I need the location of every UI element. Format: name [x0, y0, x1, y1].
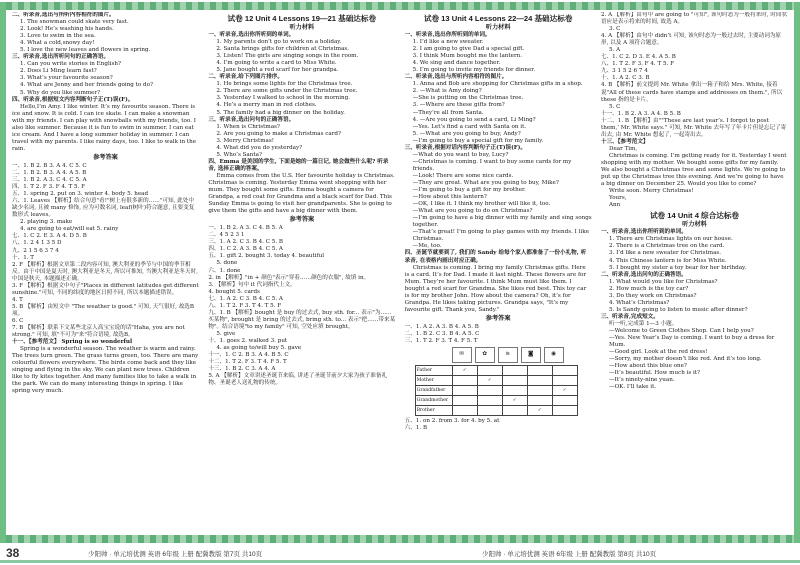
text-line: 2. F 【解析】根据文章第二段内容可知, 澳大利亚的季节与中国的季节相反。由于中国是夏天时, 澳大利亚是冬天, 所以可推知, 当澳大利亚是冬天时, 中国是秋天, 本题描述正确。	[12, 261, 198, 282]
text-line: 5. give	[216, 330, 236, 337]
text-line: 1. Can you write stories in English?	[20, 61, 122, 68]
question-heading: 三、听录音,选出所听问句的正确答语。	[12, 54, 110, 61]
footer-wave	[0, 560, 800, 563]
text-line: 1. I’d like a new sweater.	[412, 39, 484, 46]
text-line: 十、1. goes 2. walked 3. put	[208, 337, 288, 344]
camera-icon: ◉	[544, 347, 564, 363]
text-line: 4. as going to/will buy 5. gave	[216, 345, 302, 352]
toy-car-icon: ◙	[521, 347, 541, 363]
text-line: 4. A 【解析】由句中 didn’t 可知, 该句时态为一般过去时, 主要动词为原形, 以及 A 项符合题意。	[600, 33, 782, 47]
table-row	[415, 396, 577, 406]
text-line: 3. Merry Christmas!	[216, 137, 274, 144]
text-line: 3. 【解析】句中 it 代词指代上文。	[208, 281, 296, 288]
column-2	[208, 12, 395, 532]
text-line: 5. Is Sandy going to listen to music after dinner?	[608, 306, 748, 313]
text-line: 1. The snowman could skate very fast.	[20, 19, 129, 26]
text-line: 八、1. T 2. F 3. F 4. T 5. F	[600, 61, 674, 68]
text-line: —I’m going to buy a special gift for my family.	[412, 137, 544, 144]
text-line: —OK, I like it. I think my brother will like it, too.	[412, 201, 551, 208]
text-line: 4. He’s a merry man in red clothes.	[216, 102, 317, 109]
text-line: 5. Jane bought a red scarf for her grandpa.	[216, 67, 339, 74]
text-line: 4. B 【解析】前文提到 Mr. White 拿出一箱子和给 Mrs. White, 接着说"All of these cards have stamps and addresses on them.", 所以 these 指的是卡片。	[600, 82, 783, 103]
text-line: —How about this blue one?	[608, 363, 687, 370]
text-line: Ann	[608, 202, 621, 209]
question-heading: 十一、【参考范文】 Spring is so wonderful	[12, 339, 133, 346]
text-line: 5. I’m going to invite my friends for dinner.	[412, 67, 536, 74]
column-3	[405, 12, 592, 532]
text-line: 1. My parents don’t go to work on a holiday.	[216, 39, 342, 46]
right-border	[794, 2, 800, 543]
text-line: 3. Do they work on Christmas?	[608, 292, 697, 299]
table-cell	[477, 366, 502, 376]
text-line: 听一听,完成第 1—3 小题。	[608, 320, 678, 327]
gift-table	[405, 347, 592, 416]
test-title: 试卷 13 Unit 4 Lessons 22—24 基础达标卷	[423, 14, 573, 23]
text-line: 十、1. A 2. C 3. B	[600, 75, 650, 82]
text-line: 二、1. B 2. C 3. B 4. A 5. C	[404, 330, 480, 337]
text-line: Yours,	[608, 195, 627, 202]
text-line: —Yes. Let’s find a card with Santa on it.	[412, 123, 527, 130]
text-line: 九、1. B 【解析】bought 是 buy 的过去式, buy sth. for... 表示"为……买某物", brought 是 bring 的过去式, bring sth. to... 表示"把……带来某物"。结合语境"to my family" 可知, 空处应填 brought。	[208, 309, 396, 330]
column-4	[601, 12, 788, 532]
text-line: 5. done	[216, 260, 238, 267]
text-line: 十三、1. B 2. C 3. A 4. A	[208, 366, 276, 373]
gift-pictures	[415, 347, 592, 363]
text-line: 3. F 【解析】根据文中句子"Places in different latitudes get different sunshine."可知, 不同的纬度的地区日照不同, 所以本题描述错误。	[12, 282, 199, 296]
text-line: 2. Are you going to make a Christmas card?	[216, 130, 341, 137]
text-line: 3. I think Mum bought me the lantern.	[412, 53, 523, 60]
text-line: 5. The family had a big dinner on the holiday.	[216, 109, 345, 116]
text-line: 八、1. T 2. F 3. T 4. T 5. F	[208, 302, 282, 309]
text-line: 一、1. B 2. B 3. A 4. C 5. C	[12, 162, 87, 169]
table-row-label: Grandmother	[415, 396, 452, 406]
table-cell	[477, 386, 502, 396]
text-line: 4. What’s Christmas?	[608, 299, 670, 306]
text-line: —Yes. New Year’s Day is coming. I want to buy a dress for Mum.	[608, 335, 775, 349]
text-line: 二、1. B 2. B 3. A 4. A 5. B	[12, 169, 87, 176]
table-row-label: Father	[415, 366, 452, 376]
test-title: 试卷 12 Unit 4 Lessons 19—21 基础达标卷	[227, 14, 377, 23]
footer-left-text: 少阳帅 · 单元培优测 英语 6年级 上册 配冀教版 第7页 共10页	[88, 551, 263, 558]
scarf-icon: ≋	[498, 347, 518, 363]
table-cell: ✓	[502, 396, 527, 406]
top-border	[6, 2, 794, 10]
text-line: 2. Does Li Ming learn fast?	[20, 68, 97, 75]
question-heading: 三、听录音,根据对话内容判断句子正(T)误(F)。	[404, 144, 527, 151]
text-line: Spring is a wonderful season. The weather is warm and rainy. The trees turn green. The grass turns green, too. There are many colourful flowers everywhere. The birds come back and they like singing and flying in the sky. We can plant new trees. Children like to fly kites together. And many families like to take a walk in the park. We can do many interesting things in spring. I like spring very much.	[12, 346, 199, 395]
text-line: 2. There are some gifts under the Christmas tree.	[216, 88, 358, 95]
table-cell	[502, 386, 527, 396]
text-line: 三、1. A 2. C 3. B 4. C 5. B	[208, 239, 284, 246]
table-cell: ✓	[552, 386, 577, 396]
table-cell	[452, 386, 477, 396]
text-line: 2. Look! He’s washing his hands.	[20, 26, 114, 33]
column-1	[12, 12, 199, 532]
answer-heading: 参考答案	[485, 314, 511, 322]
text-line: —Christmas is coming. I want to buy some cards for my friends.	[412, 158, 572, 172]
text-line: 4. T	[12, 296, 23, 303]
text-line: 七、1. C 2. D 3. E 4. A 5. B	[600, 54, 676, 61]
text-line: 5. C	[608, 103, 621, 110]
text-line: 5. I bought my sister a toy bear for her birthday.	[608, 264, 747, 271]
test-title: 试卷 14 Unit 4 综合达标卷	[649, 211, 739, 221]
table-row	[415, 366, 577, 376]
question-heading: 四、圣诞节就要到了, 我们的 Sandy 给每个家人都准备了一份小礼物, 听录音, 在表格内画出对应正确。	[404, 250, 587, 264]
text-line: 四、1. T 2. F 3. F 4. T 5. F	[12, 184, 85, 191]
text-line: 七、1. A 2. C 3. B 4. C 5. A	[208, 295, 283, 302]
text-line: Write soon. Merry Christmas!	[608, 188, 694, 195]
text-line: 5. A 【解析】文章讲述圣诞节来临, 讲述了圣诞节前夕大家为孩子准备礼物、圣诞老人送礼物的传统。	[208, 373, 388, 387]
text-line: 五、1. spring 2. put on 3. winter 4. body 5. head	[12, 191, 149, 198]
section-subtitle: 听力材料	[289, 24, 315, 31]
text-line: 5. —What are you going to buy, Andy?	[412, 130, 521, 137]
text-line: —What do you want to buy, Lucy?	[412, 151, 509, 158]
text-line: 3. What’s your favourite season?	[20, 75, 113, 82]
text-line: 3. C	[608, 26, 621, 33]
section-subtitle: 听力材料	[682, 221, 707, 229]
text-line: —What are you going to do on Christmas?	[412, 208, 533, 215]
text-line: 十、1. T	[12, 254, 35, 261]
text-line: 4. We sing and dance together.	[412, 60, 501, 67]
text-line: 2. —What is Amy doing?	[412, 88, 482, 95]
question-heading: 三、听录音,完成短文。	[600, 313, 659, 320]
text-line: —I’m going to have a big dinner with my family and sing songs together.	[412, 215, 592, 229]
text-line: 5. Why do you like summer?	[20, 89, 101, 96]
table-cell	[502, 406, 527, 416]
text-line: 1. Anna and Bob are shopping for Christmas gifts in a shop.	[412, 81, 583, 88]
text-line: —OK. I’ll take it.	[608, 384, 657, 391]
table-row	[415, 376, 577, 386]
text-line: 六、1. done	[208, 267, 241, 274]
text-line: 6. C	[12, 317, 24, 324]
text-line: 2. How much is the toy car?	[608, 285, 689, 292]
table-cell	[552, 376, 577, 386]
text-line: 4. What a cold,snowy day!	[20, 40, 95, 47]
text-line: 4. are going to eat/will eat 5. rainy	[20, 226, 119, 233]
text-line: 5. B 【解析】由短文中 "The weather is good." 可知, 天气很好, 故选B项。	[12, 303, 195, 317]
page-number: 38	[6, 546, 20, 560]
text-line: Christmas is coming. I’m getting ready for it. Yesterday I went shopping with my mother. We bought some gifts for my family. We also bought a Christmas tree and some lights. We’re going to put up the Christmas tree this evening. And we’re going to have a big dinner on December 25. Would you like to come?	[600, 152, 787, 188]
flower-icon: ✿	[475, 347, 495, 363]
section-subtitle: 听力材料	[485, 24, 511, 31]
answer-heading: 参考答案	[289, 216, 315, 224]
text-line: —They’re all from Santa.	[412, 109, 484, 116]
text-line: 1. There are Christmas lights on our house.	[608, 236, 733, 243]
text-line: 八、1. 2 4 1 3 5 D	[12, 240, 62, 247]
table-cell: ✓	[527, 406, 552, 416]
table-cell	[527, 396, 552, 406]
text-line: 1. He brings some lights for the Christmas tree.	[216, 81, 353, 88]
text-line: 九、3 1 5 2 6 7 4	[600, 68, 648, 75]
text-line: —That’s great! I’m going to play games with my friends. I like Christmas.	[412, 229, 589, 243]
text-line: —How about this lantern?	[412, 194, 487, 201]
text-line: 3. —Where are these gifts from?	[412, 102, 505, 109]
text-line: —Good girl. Look at the red dress!	[608, 349, 708, 356]
table-cell	[527, 366, 552, 376]
text-line: Emma comes from the U.S. Her favourite holiday is Christmas. Christmas is coming. Yesterday Emma went shopping with her mum. They bought some gifts. Emma bought a camera for Grandpa, a red coat for Grandma and a black scarf for Dad. This Sunday Emma is going to visit her grandparents. She is going to give them the gifts and have a big dinner with them.	[208, 172, 395, 215]
question-heading: 一、听录音,选出你所听到的单词。	[600, 229, 687, 236]
text-line: 十二、1. B 【解析】由""These are last year’s. I forgot to post them,’ Mr. White says." 可知, Mr. White 去年写了年卡片但是忘记了寄出去, 由 Mr. White 想起了, 一起寄出去。	[600, 117, 787, 138]
text-line: 2. I am going to give Dad a special gift.	[412, 46, 525, 53]
question-heading: 二、听录音,选出问句的正确答语。	[600, 271, 687, 278]
text-line: 2. A 【解析】由句中 are going to "可知", 该句时态为一般将来时, 时间状语应是表示将来的时间, 故选 A。	[600, 12, 788, 26]
text-line: 3. Listen! The girls are singing songs in the room.	[216, 53, 359, 60]
question-heading: 三、听录音,选出问句的正确答语。	[208, 116, 295, 123]
text-line: 4. What are Jenny and her friends going to do?	[20, 82, 153, 89]
text-line: 九、2 1 5 6 3 7 4	[12, 247, 59, 254]
table-cell	[477, 396, 502, 406]
text-line: 5. A	[608, 47, 621, 54]
text-line: 2. Santa brings gifts for children at Christmas.	[216, 46, 350, 53]
text-line: —It’s ninety-nine yuan.	[608, 377, 675, 384]
text-line: —Me, too.	[412, 243, 442, 250]
card-icon: ✉	[452, 347, 472, 363]
text-line: Hello,I’m Amy. I like winter. It’s my favourite season. There is ice and snow. It is cold. I can ice skate. I can make a snowman with my friends. I can play with snowballs with my friends, too. I also like summer. Because it is fun to swim in summer. I can eat ice cream. And I have a long summer holiday in summer. I can travel with my parents. I like rainy days, too. I like to walk in the rain.	[12, 103, 197, 152]
footer-right-text: 少阳帅 · 单元培优测 英语 6年级 上册 配冀教版 第8页 共10页	[482, 551, 657, 558]
text-line: 2. in 【解析】"in + 颜色"表示"穿着……颜色的衣服", 故填 in。	[208, 274, 370, 281]
text-line: 二、4 5 2 3 1	[208, 232, 245, 239]
text-line: —Welcome to Green Clothes Shop. Can I help you?	[608, 327, 754, 334]
table-cell	[452, 376, 477, 386]
text-line: —Sorry, my mother doesn’t like red. And it’s too long.	[608, 356, 762, 363]
table-cell	[552, 406, 577, 416]
text-line: 一、1. A 2. A 3. B 4. A 5. B	[404, 323, 479, 330]
table-cell	[502, 376, 527, 386]
text-line: —Look! There are some nice cards.	[412, 172, 514, 179]
text-line: 1. When is Christmas?	[216, 123, 280, 130]
text-line: 三、1. B 2. A 3. C 4. C 5. A	[12, 177, 87, 184]
text-line: 4. What did you do yesterday?	[216, 144, 303, 151]
text-line: 7. B 【解析】联系下文某些北京人高宝宝说的话"Haha, you are not strong." 可知, 填"不可为"来"符合语境, 故选B。	[12, 325, 185, 339]
text-line: 5. Who’s Santa?	[216, 151, 262, 158]
text-line: 5. I love the new leaves and flowers in spring.	[20, 47, 151, 54]
table-cell	[477, 406, 502, 416]
text-line: 五、1. on 2. from 3. for 4. by 5. at	[404, 418, 500, 425]
text-line: 四、1. C 2. A 3. B 4. C 5. A	[208, 246, 283, 253]
left-border	[0, 2, 6, 543]
question-heading: 二、听录音,选出与所听内容相符的图片。	[404, 74, 508, 81]
table-row-label: Mother	[415, 376, 452, 386]
text-line: 1. What would you like for Christmas?	[608, 278, 718, 285]
question-heading: 一、听录音,选出你所听到的单词。	[208, 32, 295, 38]
text-line: 3. I’d like a new sweater for Christmas.	[608, 250, 722, 257]
text-line: 4. I’m going to write a card to Miss White.	[216, 60, 337, 67]
text-line: 一、1. B 2. A 3. C 4. B 5. A	[208, 225, 283, 232]
table-cell: ✓	[477, 376, 502, 386]
table-row	[415, 386, 577, 396]
text-line: 五、1. gift 2. bought 3. today 4. beautiful	[208, 253, 324, 260]
text-line: Christmas is coming. I bring my family Christmas gifts. Here is a card. It’s for Dad. I made it last night. These flowers are for Mum. They’re her favourite. I think Mum must like them. I bought a red scarf for Grandma. She likes red best. This toy car is for my brother John. How about the camera? Oh, it’s for Grandpa. He likes taking pictures. Grandpa says, "It’s my favourite gift. Thank you, Sandy."	[404, 264, 587, 313]
table-cell: ✓	[452, 366, 477, 376]
text-line: 十二、1. T 2. F 3. T 4. F 5. T	[208, 359, 287, 366]
table-cell	[552, 396, 577, 406]
table-cell	[502, 366, 527, 376]
table-cell	[527, 386, 552, 396]
question-heading: 二、听录音,选出与所听内容相符的图片。	[12, 12, 115, 18]
question-heading: 十三、【参考范文】	[600, 138, 649, 145]
text-line: 3. Love to swim in the sea.	[20, 33, 96, 40]
text-line: 2. playing 3. make	[20, 219, 73, 226]
answer-heading: 参考答案	[93, 153, 118, 161]
text-line: 2. There is a Christmas tree on the card.	[608, 243, 725, 250]
text-line: 六、1. B	[404, 425, 428, 432]
table-cell	[527, 376, 552, 386]
text-line: 十一、1. C 2. B 3. A 4. B 5. C	[208, 352, 289, 359]
question-heading: 二、听录音,给下列图片排序。	[208, 74, 283, 81]
question-heading: 四、Emma 是美国的学生, 下面是她的一篇日记, 她会做些什么呢? 听录音, 选择正确的答案。	[208, 158, 389, 172]
text-line: 4. —Are you going to send a card, Li Ming?	[412, 116, 536, 123]
table-row-label: Grandfather	[415, 386, 452, 396]
text-line: 4. This Chinese lantern is for Miss White.	[608, 257, 727, 264]
table-cell	[452, 396, 477, 406]
table-cell	[452, 406, 477, 416]
table-row-label: Brother	[415, 406, 452, 416]
table-row	[415, 406, 577, 416]
text-line: Dear Tim,	[608, 145, 638, 152]
question-heading: 四、听录音,根据短文内容判断句子正(T)误(F)。	[12, 96, 134, 103]
bottom-border	[6, 535, 794, 543]
text-line: 六、1. Leaves 【解析】结合句意"看!"树上有很多新的……"可知, 此处中缺少名词, 且被 many 修饰, 应为可数名词, leaf(树叶)符合题意, 且要变复数形式 leaves。	[12, 198, 195, 219]
text-line: —They are great. What are you going to buy, Mike?	[412, 179, 559, 186]
page-footer	[0, 543, 800, 565]
question-heading: 一、听录音,选出你所听到的单词。	[404, 32, 491, 38]
text-line: —I’m going to buy a gift for my brother.	[412, 187, 526, 194]
text-line: —It’s beautiful. How much is it?	[608, 370, 701, 377]
text-line: —She is putting on the Christmas tree.	[412, 95, 524, 102]
text-line: 3. Yesterday I walked to school in the morning.	[216, 95, 350, 102]
text-line: 十一、1. B 2. A 3. A 4. B 5. B	[600, 110, 681, 117]
table-cell	[552, 366, 577, 376]
text-line: 三、1. T 2. F 3. T 4. F 5. T	[404, 337, 478, 344]
text-line: 4. bought 5. cards	[208, 288, 260, 295]
text-line: 七、1. C 2. E 3. A 4. D 5. B	[12, 233, 87, 240]
page-content	[12, 12, 788, 532]
